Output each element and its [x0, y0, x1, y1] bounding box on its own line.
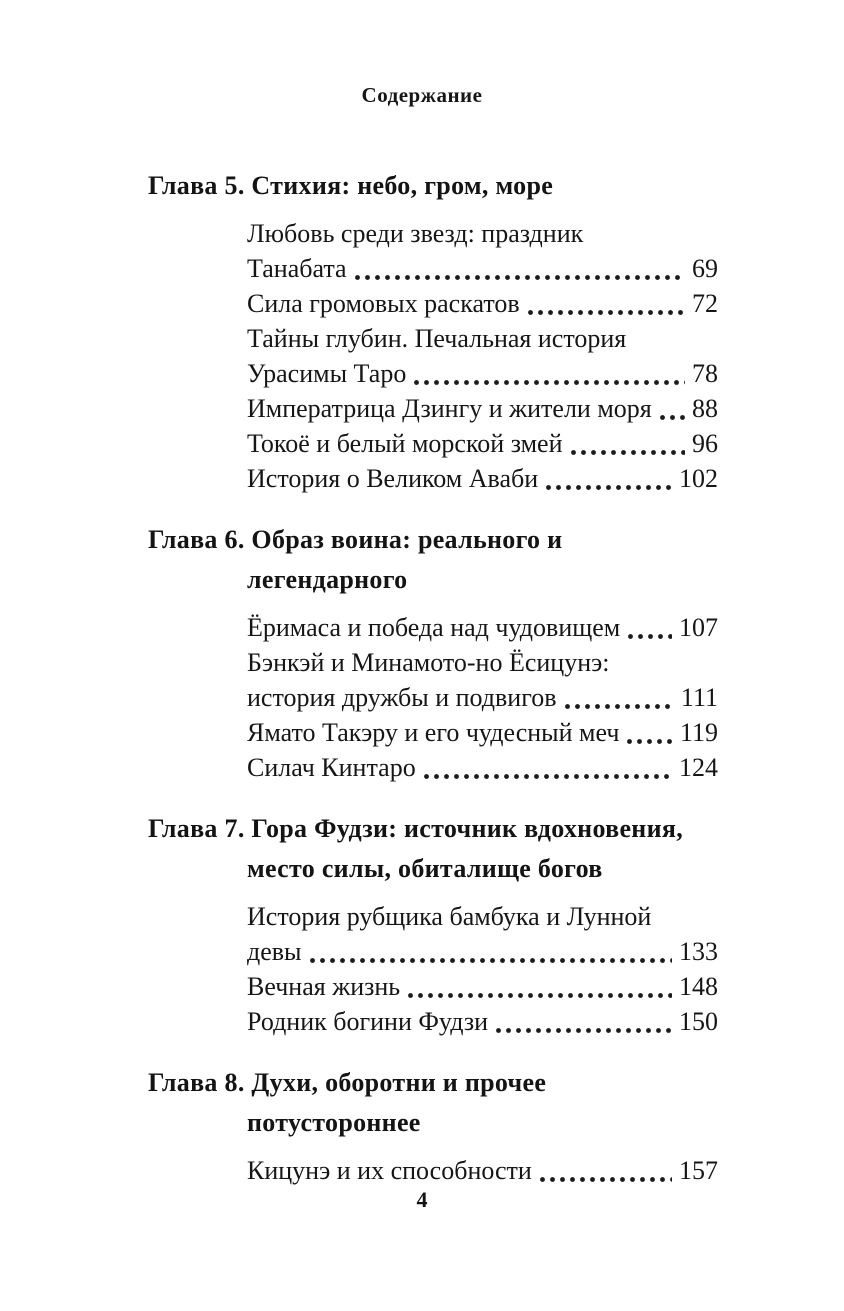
toc-entry	[247, 321, 718, 391]
chapter-heading	[148, 520, 718, 600]
toc-page-number: 72	[692, 289, 718, 318]
toc-chapter-7	[148, 809, 718, 1039]
toc-chapter-5	[148, 166, 718, 496]
toc-entry-row	[247, 750, 718, 785]
toc-entry	[247, 216, 718, 286]
toc-entry-row	[247, 391, 718, 426]
dot-leader	[414, 380, 685, 385]
chapter-heading-line: Глава 6. Образ воина: реального и легендарного	[148, 525, 563, 594]
chapter-heading	[148, 1063, 718, 1143]
toc-entry-text: девы	[247, 937, 302, 966]
toc-entry-text: Тайны глубин. Печальная история	[247, 324, 627, 353]
toc-entry-text: Токоё и белый морской змей	[247, 429, 563, 458]
toc-chapter-6	[148, 520, 718, 785]
toc-entry	[247, 391, 718, 426]
dot-leader	[408, 993, 672, 998]
dot-leader	[424, 774, 672, 779]
chapter-entries	[247, 899, 718, 1039]
dot-leader	[627, 739, 672, 744]
toc-entry-text: История о Великом Аваби	[247, 464, 539, 493]
chapter-entries	[247, 1153, 718, 1188]
chapter-entries	[247, 216, 718, 496]
toc-page-number: 88	[692, 394, 718, 423]
toc-chapter-8	[148, 1063, 718, 1188]
dot-leader	[628, 634, 672, 639]
dot-leader	[540, 1177, 672, 1182]
toc-page-number: 119	[679, 718, 718, 747]
toc-entry-text: Императрица Дзингу и жители моря	[247, 394, 652, 423]
toc-entry	[247, 750, 718, 785]
toc-page-number: 107	[679, 613, 718, 642]
chapter-heading-line: Глава 5. Стихия: небо, гром, море	[148, 171, 554, 200]
toc-page-number: 102	[679, 464, 718, 493]
chapter-heading	[148, 809, 718, 889]
table-of-contents	[148, 166, 718, 1188]
chapter-heading-line: место силы, обиталище богов	[247, 854, 603, 883]
chapter-heading-line: Глава 8. Духи, оборотни и прочее	[148, 1068, 547, 1097]
toc-entry	[247, 899, 718, 969]
toc-page-number: 157	[679, 1156, 718, 1185]
toc-entry-text: Бэнкэй и Минамото-но Ёсицунэ:	[247, 648, 610, 677]
toc-entry-text: Танабата	[247, 254, 347, 283]
toc-entry	[247, 969, 718, 1004]
toc-entry-text: Силач Кинтаро	[247, 753, 416, 782]
toc-entry-row	[247, 969, 718, 1004]
dot-leader	[496, 1028, 672, 1033]
toc-page-number: 78	[692, 359, 718, 388]
toc-entry	[247, 286, 718, 321]
dot-leader	[660, 415, 685, 420]
toc-entry-text: Урасимы Таро	[247, 359, 407, 388]
toc-page-number: 133	[679, 937, 718, 966]
dot-leader	[571, 450, 685, 455]
toc-entry-row	[247, 251, 718, 286]
toc-entry-text: Родник богини Фудзи	[247, 1007, 489, 1036]
chapter-heading-line: потустороннее	[247, 1108, 421, 1137]
toc-entry-row	[247, 715, 718, 750]
toc-entry-row	[247, 426, 718, 461]
toc-entry-text: Любовь среди звезд: праздник	[247, 219, 584, 248]
toc-entry-row	[247, 286, 718, 321]
chapter-entries	[247, 610, 718, 785]
toc-entry-row	[247, 680, 718, 715]
toc-page-number: 124	[679, 753, 718, 782]
toc-entry-row	[247, 356, 718, 391]
toc-entry-row	[247, 1153, 718, 1188]
page-title: Содержание	[361, 83, 483, 107]
dot-leader	[565, 704, 674, 709]
toc-entry-row	[247, 461, 718, 496]
dot-leader	[355, 275, 685, 280]
dot-leader	[310, 958, 672, 963]
toc-entry	[247, 426, 718, 461]
toc-entry-row	[247, 934, 718, 969]
toc-entry	[247, 645, 718, 715]
toc-page-number: 69	[692, 254, 718, 283]
toc-entry-text: Кицунэ и их способности	[247, 1156, 532, 1185]
dot-leader	[528, 310, 685, 315]
chapter-heading	[148, 166, 718, 206]
toc-page-number: 96	[692, 429, 718, 458]
toc-entry-row	[247, 610, 718, 645]
toc-page-number: 150	[679, 1007, 718, 1036]
chapter-heading-line: Глава 7. Гора Фудзи: источник вдохновения,	[148, 814, 684, 843]
toc-entry-text: история дружбы и подвигов	[247, 683, 557, 712]
toc-entry	[247, 610, 718, 645]
toc-entry-text: Сила громовых раскатов	[247, 289, 520, 318]
toc-page-number: 148	[679, 972, 718, 1001]
toc-entry-text: Ёримаса и победа над чудовищем	[247, 613, 621, 642]
toc-entry	[247, 1153, 718, 1188]
toc-entry-text: Вечная жизнь	[247, 972, 401, 1001]
toc-page-number: 111	[680, 683, 718, 712]
footer-page-number: 4	[416, 1187, 428, 1212]
toc-entry	[247, 715, 718, 750]
dot-leader	[546, 485, 672, 490]
toc-entry	[247, 1004, 718, 1039]
toc-entry	[247, 461, 718, 496]
toc-entry-text: Ямато Такэру и его чудесный меч	[247, 718, 620, 747]
toc-entry-text: История рубщика бамбука и Лунной	[247, 902, 652, 931]
toc-entry-row	[247, 1004, 718, 1039]
